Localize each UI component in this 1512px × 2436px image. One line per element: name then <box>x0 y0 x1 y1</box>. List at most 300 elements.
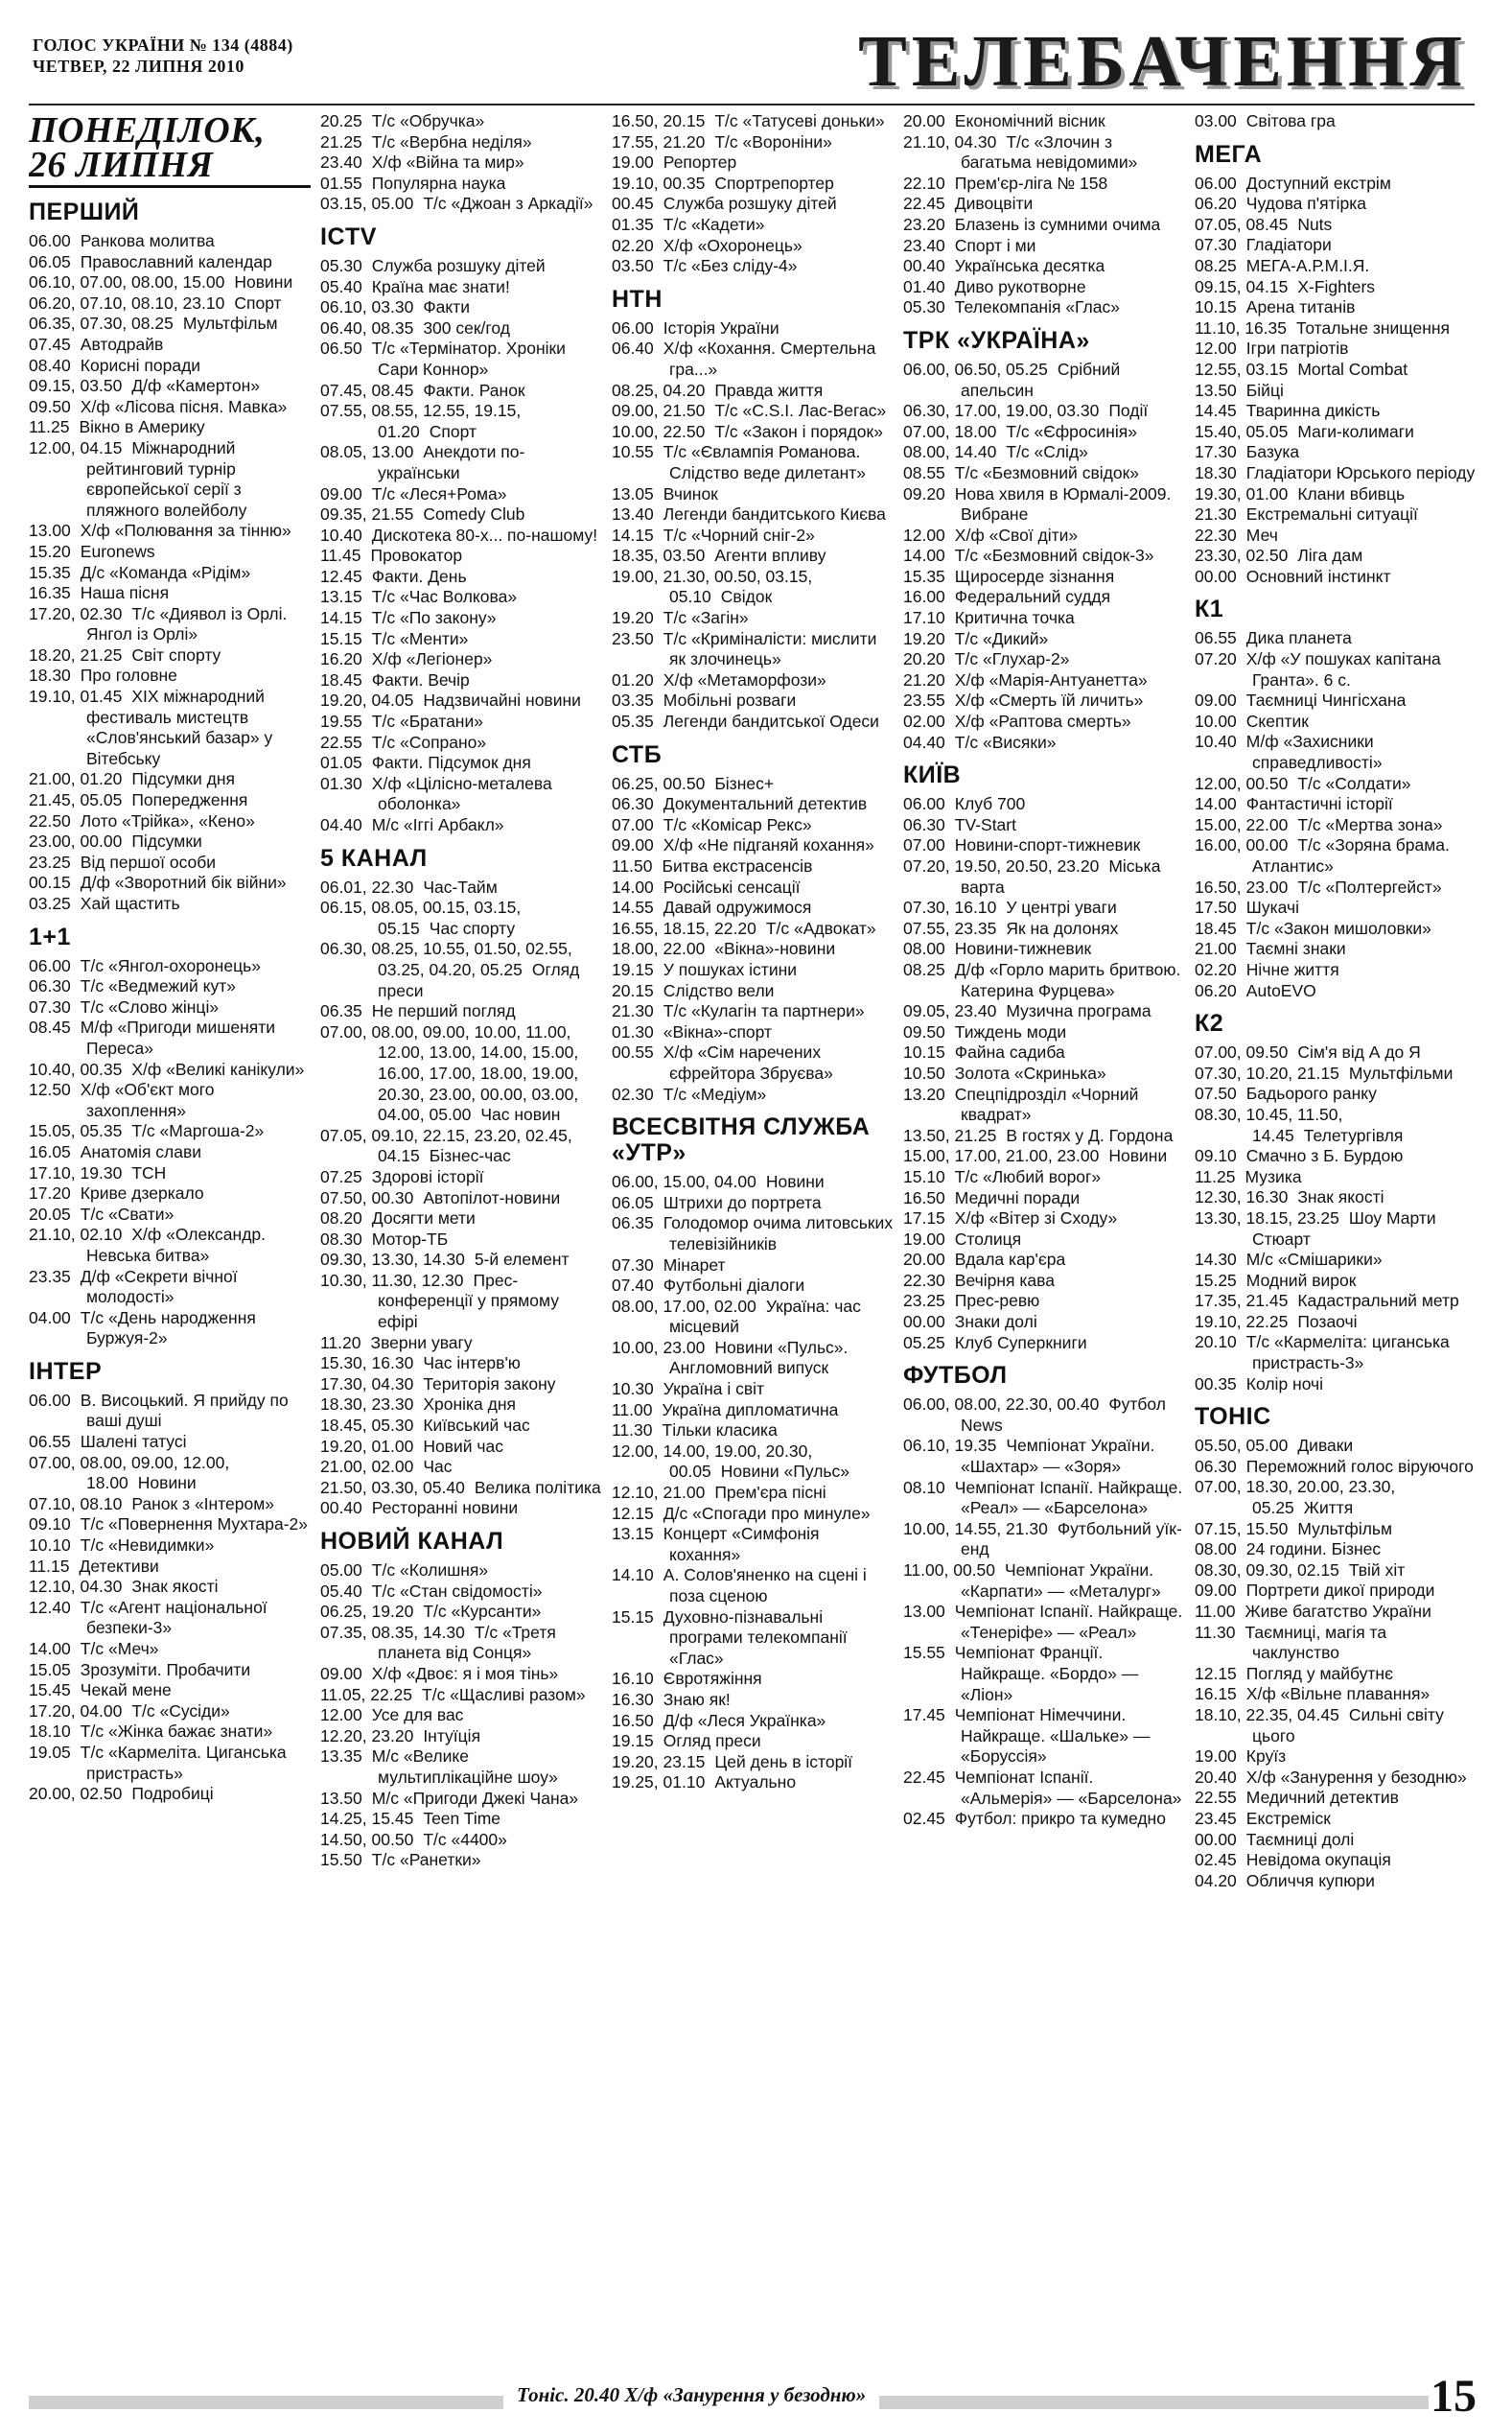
program-time: 01.35 <box>612 214 654 234</box>
program-title: Україна дипломатична <box>662 1399 839 1419</box>
program-title: Територія закону <box>423 1373 556 1394</box>
program-title: Новий час <box>423 1436 503 1456</box>
program-entry <box>903 794 1185 815</box>
program-title: TV-Start <box>954 814 1016 834</box>
program-time: 06.30, 08.25, 10.55, 01.50, 02.55, 03.25, 04.20, 05.25 <box>320 939 572 979</box>
program-title: Чемпіонат Німеччини. Найкраще. «Шальке» — «Боруссія» <box>954 1705 1151 1767</box>
program-time: 13.40 <box>612 504 654 525</box>
program-entry <box>320 1126 602 1167</box>
program-title: Екстреміск <box>1245 1808 1331 1828</box>
program-entry <box>320 1353 602 1374</box>
program-title: Т/с «Закон мишоловки» <box>1245 918 1431 938</box>
program-entry <box>1195 235 1477 256</box>
program-time: 06.10, 07.00, 08.00, 15.00 <box>29 272 225 293</box>
program-time: 18.30 <box>29 666 71 686</box>
program-entry <box>903 608 1185 629</box>
program-title: МЕГА-А.Р.М.І.Я. <box>1245 255 1370 275</box>
program-entry <box>320 1623 602 1664</box>
program-time: 18.45 <box>1195 918 1237 938</box>
program-title: Інтуїція <box>423 1725 481 1745</box>
program-time: 20.40 <box>1195 1767 1237 1787</box>
program-time: 15.20 <box>29 541 71 561</box>
program-title: Х/ф «Легіонер» <box>371 649 493 669</box>
program-entry <box>903 1705 1185 1768</box>
program-time: 18.45 <box>320 669 362 690</box>
program-time: 21.25 <box>320 131 362 152</box>
program-time: 07.30, 16.10 <box>903 898 997 918</box>
program-entry <box>320 1167 602 1188</box>
program-title: Т/с «Любий ворог» <box>954 1166 1102 1186</box>
program-time: 20.10 <box>1195 1332 1237 1352</box>
program-entry <box>29 438 311 521</box>
program-entry <box>1195 1684 1477 1705</box>
program-time: 07.00, 09.50 <box>1195 1042 1289 1063</box>
program-time: 23.20 <box>903 214 945 234</box>
program-time: 00.00 <box>903 1312 945 1332</box>
program-title: Лото «Трійка», «Кено» <box>80 810 255 831</box>
program-time: 14.10 <box>612 1565 654 1585</box>
program-title: Документальний детектив <box>663 794 868 814</box>
program-time: 13.50, 21.25 <box>903 1125 997 1145</box>
program-time: 19.20, 01.00 <box>320 1436 414 1456</box>
program-title: X-Fighters <box>1297 276 1376 296</box>
program-time: 14.15 <box>612 525 654 545</box>
program-entry <box>320 774 602 815</box>
program-title: Мультфільми <box>1348 1063 1454 1083</box>
program-time: 04.40 <box>903 732 945 752</box>
program-time: 05.50, 05.00 <box>1195 1436 1289 1456</box>
program-time: 05.25 <box>903 1332 945 1352</box>
program-title: Футбольні діалоги <box>663 1276 805 1296</box>
program-entry <box>612 1022 894 1043</box>
program-entry <box>320 256 602 277</box>
program-time: 14.00 <box>903 546 945 566</box>
program-entry <box>903 960 1185 1001</box>
day-title: ПОНЕДІЛОК, 26 ЛИПНЯ <box>29 113 311 188</box>
program-entry <box>903 1042 1185 1064</box>
program-time: 16.15 <box>1195 1684 1237 1704</box>
program-entry <box>612 629 894 670</box>
program-time: 17.45 <box>903 1705 945 1725</box>
program-title: Досягти мети <box>371 1208 476 1229</box>
program-time: 16.30 <box>612 1689 654 1709</box>
program-time: 15.35 <box>903 566 945 586</box>
program-entry <box>1195 1788 1477 1809</box>
program-entry <box>903 835 1185 856</box>
program-title: Давай одружимося <box>663 898 812 918</box>
masthead <box>29 21 1467 105</box>
program-time: 12.10, 21.00 <box>612 1483 706 1503</box>
program-title: Основний інстинкт <box>1245 566 1391 586</box>
program-title: Хроніка дня <box>423 1394 516 1415</box>
program-time: 07.40 <box>612 1276 654 1296</box>
program-entry <box>1195 1291 1477 1312</box>
program-entry <box>320 174 602 195</box>
program-time: 20.05 <box>29 1204 71 1224</box>
program-time: 13.00 <box>29 521 71 541</box>
program-title: Попередження <box>131 790 248 810</box>
program-entry <box>320 1001 602 1022</box>
program-entry <box>1195 381 1477 402</box>
program-entry <box>903 1394 1185 1436</box>
program-entry <box>1195 939 1477 960</box>
program-title: Файна садиба <box>954 1042 1065 1063</box>
program-entry <box>1195 1457 1477 1478</box>
program-time: 06.55 <box>29 1432 71 1452</box>
program-title: Зверни увагу <box>370 1332 473 1352</box>
program-time: 10.00, 14.55, 21.30 <box>903 1518 1048 1538</box>
program-title: Д/с «Команда «Рідім» <box>80 562 251 582</box>
program-title: Знаю як! <box>663 1689 731 1709</box>
program-title: Х/ф «Занурення у безодню» <box>1245 1767 1467 1787</box>
program-time: 20.00 <box>903 111 945 130</box>
program-time: 08.40 <box>29 355 71 375</box>
program-time: 16.50, 23.00 <box>1195 877 1289 897</box>
program-title: Правда життя <box>714 380 824 400</box>
program-title: Гладіатори Юрського періоду <box>1245 462 1476 482</box>
program-title: Т/с «День народження Буржуя-2» <box>80 1307 256 1348</box>
program-title: Тваринна дикість <box>1245 401 1381 421</box>
program-entry <box>320 1374 602 1395</box>
program-entry <box>320 1809 602 1830</box>
program-entry <box>29 1535 311 1557</box>
program-entry <box>29 832 311 853</box>
program-entry <box>29 1577 311 1598</box>
program-time: 14.15 <box>320 608 362 628</box>
program-title: Х/ф «Олександр. Невська битва» <box>86 1225 267 1265</box>
program-entry <box>612 1379 894 1400</box>
program-title: Euronews <box>80 541 155 561</box>
program-title: ТСН <box>131 1162 167 1183</box>
program-time: 17.15 <box>903 1208 945 1229</box>
program-entry <box>903 297 1185 318</box>
program-title: 5-й елемент <box>474 1250 570 1270</box>
program-entry <box>903 236 1185 257</box>
program-title: Міська варта <box>961 856 1161 897</box>
program-entry <box>1195 422 1477 443</box>
program-entry <box>320 1188 602 1209</box>
program-title: Православний календар <box>80 251 272 271</box>
program-title: Т/с «Кармеліта. Циганська пристрасть» <box>80 1742 287 1783</box>
program-title: Т/с «Джоан з Аркадії» <box>423 194 593 214</box>
program-entry <box>320 1250 602 1271</box>
program-entry <box>903 111 1185 132</box>
program-title: Т/с «Солдати» <box>1297 773 1411 793</box>
program-title: Сильні світу цього <box>1252 1704 1444 1745</box>
program-time: 03.15, 05.00 <box>320 194 414 214</box>
program-title: Х/ф «Смерть їй личить» <box>954 691 1144 711</box>
program-title: Служба розшуку дітей <box>663 194 837 214</box>
program-time: 18.45, 05.30 <box>320 1416 414 1436</box>
program-entry <box>903 1519 1185 1560</box>
program-title: Т/с «Зоряна брама. Атлантис» <box>1252 835 1450 876</box>
program-title: Битва екстрасенсів <box>662 856 813 876</box>
program-entry <box>29 666 311 687</box>
program-entry <box>903 649 1185 670</box>
channel-heading: 1+1 <box>29 923 71 950</box>
program-time: 16.10 <box>612 1669 654 1689</box>
channel-heading: НТН <box>612 285 663 313</box>
program-title: Цей день в історії <box>714 1751 853 1771</box>
program-entry <box>320 608 602 629</box>
program-entry <box>612 939 894 960</box>
program-time: 08.25, 04.20 <box>612 380 706 400</box>
program-time: 07.05, 09.10, 22.15, 23.20, 02.45, 04.15 <box>320 1125 572 1166</box>
program-time: 03.50 <box>612 256 654 276</box>
program-entry <box>903 1560 1185 1602</box>
program-title: Новини <box>234 272 293 293</box>
program-title: Т/с «Сусіди» <box>131 1700 230 1721</box>
program-title: Критична точка <box>954 608 1075 628</box>
program-time: 14.45 <box>1195 401 1237 421</box>
program-entry <box>320 587 602 608</box>
program-title: Російські сенсації <box>663 877 801 897</box>
program-entry <box>320 546 602 567</box>
program-entry <box>612 1338 894 1379</box>
program-title: Футбол: прикро та кумедно <box>954 1809 1166 1829</box>
program-title: У центрі уваги <box>1006 898 1117 918</box>
program-title: Огляд преси <box>663 1731 761 1751</box>
program-entry <box>29 1598 311 1639</box>
program-time: 16.05 <box>29 1141 71 1161</box>
program-entry <box>612 1420 894 1441</box>
program-title: Х/ф «Марія-Антуанетта» <box>954 669 1148 690</box>
program-time: 05.00 <box>320 1560 362 1580</box>
program-time: 00.40 <box>903 256 945 276</box>
program-time: 03.35 <box>612 691 654 711</box>
program-title: Нічне життя <box>1245 959 1339 979</box>
program-time: 05.40 <box>320 1581 362 1601</box>
program-time: 01.30 <box>320 773 362 793</box>
program-title: Країна має знати! <box>371 276 510 296</box>
program-entry <box>1195 1705 1477 1746</box>
program-title: Teen Time <box>423 1809 501 1829</box>
program-time: 11.00 <box>612 1399 653 1419</box>
program-time: 13.50 <box>1195 380 1237 400</box>
program-entry <box>29 335 311 356</box>
program-entry <box>612 981 894 1002</box>
program-title: Х/ф «Раптова смерть» <box>954 712 1131 732</box>
program-title: Чемпіонат Іспанії. Найкраще. «Тенеріфе» — «Реал» <box>954 1602 1183 1642</box>
program-title: Позаочі <box>1297 1311 1358 1331</box>
program-entry <box>612 1001 894 1022</box>
program-title: Т/с «Кулагін та партнери» <box>663 1001 865 1021</box>
program-time: 23.30, 02.50 <box>1195 546 1289 566</box>
program-entry <box>320 318 602 340</box>
program-time: 13.00 <box>903 1602 945 1622</box>
program-entry <box>1195 1519 1477 1540</box>
program-time: 07.30 <box>29 996 71 1017</box>
program-time: 10.50 <box>903 1063 945 1083</box>
issue-number: № 134 (4884) <box>189 35 293 55</box>
program-title: Т/с «Свати» <box>80 1204 174 1224</box>
program-time: 08.25 <box>903 959 945 979</box>
program-time: 18.00, 22.00 <box>612 939 706 959</box>
program-entry <box>29 231 311 252</box>
program-entry <box>29 376 311 397</box>
program-entry <box>1195 194 1477 215</box>
program-title: Т/с «Євлампія Романова. Слідство веде дилетант» <box>663 442 866 482</box>
program-entry <box>612 256 894 277</box>
program-time: 12.00, 00.50 <box>1195 773 1289 793</box>
program-entry <box>903 939 1185 960</box>
program-time: 06.30 <box>1195 1456 1237 1476</box>
program-title: Т/с «Вербна неділя» <box>371 131 532 152</box>
program-title: Х/ф «Свої діти» <box>954 525 1079 545</box>
program-entry <box>612 567 894 608</box>
program-title: Т/с «Медіум» <box>663 1084 767 1104</box>
program-time: 22.45 <box>903 194 945 214</box>
program-title: Таємниці, магія та чаклунство <box>1244 1622 1387 1663</box>
program-entry <box>320 526 602 547</box>
program-title: Телекомпанія «Глас» <box>954 297 1120 317</box>
program-title: Таємниці Чингісхана <box>1245 691 1407 711</box>
program-entry <box>612 194 894 215</box>
program-entry <box>29 1701 311 1722</box>
program-title: Світова гра <box>1245 111 1336 130</box>
program-entry <box>1195 1809 1477 1830</box>
program-entry <box>903 256 1185 277</box>
program-entry <box>612 174 894 195</box>
program-time: 10.40, 00.35 <box>29 1059 123 1079</box>
program-time: 07.30 <box>1195 235 1237 255</box>
program-time: 12.10, 04.30 <box>29 1577 123 1597</box>
program-title: Мобільні розваги <box>663 691 797 711</box>
program-entry <box>1195 1167 1477 1188</box>
program-entry <box>903 587 1185 608</box>
program-time: 07.00, 18.30, 20.00, 23.30, 05.25 <box>1195 1477 1396 1518</box>
program-title: Погляд у майбутнє <box>1245 1663 1394 1683</box>
program-entry <box>1195 1064 1477 1085</box>
program-time: 17.10 <box>903 608 945 628</box>
program-entry <box>320 939 602 1001</box>
program-time: 07.45, 08.45 <box>320 380 414 400</box>
program-title: Екстремальні ситуації <box>1245 504 1418 525</box>
program-entry <box>903 1146 1185 1167</box>
program-time: 05.35 <box>612 712 654 732</box>
program-title: Х/ф «Двоє: я і моя тінь» <box>371 1663 559 1683</box>
program-entry <box>29 521 311 542</box>
program-time: 17.10, 19.30 <box>29 1162 123 1183</box>
program-entry <box>1195 628 1477 649</box>
program-title: Детективи <box>79 1556 159 1576</box>
program-title: Х/ф «Вітер зі Сходу» <box>954 1208 1118 1229</box>
program-entry <box>320 1850 602 1871</box>
program-time: 10.00, 22.50 <box>612 421 706 441</box>
program-entry <box>612 1193 894 1214</box>
program-entry <box>903 670 1185 691</box>
program-entry <box>29 1453 311 1494</box>
program-title: Нова хвиля в Юрмалі-2009. Вибране <box>954 483 1172 525</box>
program-entry <box>320 649 602 670</box>
program-time: 06.25, 00.50 <box>612 773 706 793</box>
program-title: Т/с «Адвокат» <box>765 918 876 938</box>
program-time: 21.45, 05.05 <box>29 790 123 810</box>
program-title: Обличчя купюри <box>1245 1870 1375 1890</box>
program-time: 19.00, 21.30, 00.50, 03.15, 05.10 <box>612 566 813 607</box>
program-time: 23.00, 00.00 <box>29 832 123 852</box>
program-title: Легенди бандитського Києва <box>663 504 886 525</box>
program-title: Футбольний уїк-енд <box>961 1518 1182 1559</box>
program-time: 06.30 <box>903 814 945 834</box>
program-entry <box>29 252 311 273</box>
program-title: Історія України <box>663 317 779 338</box>
program-entry <box>29 1267 311 1308</box>
program-title: Х/ф «Сім наречених єфрейтора Збруєва» <box>663 1042 833 1083</box>
program-title: Т/с «Кармеліта: циганська пристрасть-3» <box>1245 1332 1450 1373</box>
program-time: 11.25 <box>29 417 70 437</box>
program-title: Т/с «Комісар Рекс» <box>663 814 812 834</box>
program-time: 16.55, 18.15, 22.20 <box>612 918 756 938</box>
program-time: 15.05, 05.35 <box>29 1121 123 1141</box>
program-title: Вдала кар'єра <box>954 1250 1066 1270</box>
program-title: В. Висоцький. Я прийду по ваші душі <box>80 1390 289 1431</box>
program-title: Бадьорого ранку <box>1245 1084 1377 1104</box>
program-title: Т/с «Агент національної безпеки-3» <box>80 1597 268 1638</box>
program-time: 15.05 <box>29 1659 71 1679</box>
program-title: Х/ф «У пошуках капітана Гранта». 6 с. <box>1245 649 1441 690</box>
program-title: Х/ф «Об'єкт мого захоплення» <box>80 1080 215 1120</box>
program-time: 07.00, 18.00 <box>903 421 997 441</box>
program-title: Усе для вас <box>371 1705 464 1725</box>
schedule-column-3 <box>612 111 894 2327</box>
program-entry <box>320 1208 602 1230</box>
program-entry <box>612 1213 894 1254</box>
program-time: 06.10, 03.30 <box>320 297 414 317</box>
program-entry <box>612 236 894 257</box>
program-entry <box>320 194 602 215</box>
program-title: Дискотека 80-х... по-нашому! <box>371 525 598 545</box>
program-time: 20.15 <box>612 980 654 1000</box>
program-title: AutoEVO <box>1245 980 1316 1000</box>
program-title: Шукачі <box>1245 898 1299 918</box>
program-entry <box>903 194 1185 215</box>
schedule-column-4 <box>903 111 1185 2327</box>
program-title: Бізнес-час <box>429 1146 511 1166</box>
program-entry <box>29 976 311 997</box>
program-title: Події <box>1108 401 1149 421</box>
program-time: 16.50, 20.15 <box>612 111 706 130</box>
program-entry <box>320 898 602 939</box>
program-time: 11.30 <box>1195 1622 1236 1642</box>
program-time: 19.20, 04.05 <box>320 691 414 711</box>
program-time: 23.40 <box>903 235 945 255</box>
program-entry <box>320 1685 602 1706</box>
program-title: М/с «Велике мультиплікаційне шоу» <box>371 1746 558 1787</box>
program-time: 09.00 <box>320 483 362 504</box>
program-entry <box>903 712 1185 733</box>
program-entry <box>29 1639 311 1660</box>
program-time: 04.00 <box>29 1307 71 1327</box>
program-time: 10.40 <box>320 525 362 545</box>
program-time: 06.35 <box>320 1001 362 1021</box>
program-time: 05.30 <box>903 297 945 317</box>
program-time: 11.15 <box>29 1556 70 1576</box>
program-entry <box>903 1333 1185 1354</box>
program-time: 19.15 <box>612 959 654 979</box>
program-entry <box>903 1809 1185 1830</box>
program-entry <box>612 1042 894 1084</box>
program-title: Т/с «Криміналісти: мислити як злочинець» <box>663 628 877 669</box>
program-entry <box>1195 1332 1477 1373</box>
program-title: Клуб 700 <box>954 794 1026 814</box>
program-entry <box>612 1483 894 1504</box>
program-entry <box>320 1726 602 1747</box>
program-title: Медичний детектив <box>1245 1788 1399 1808</box>
program-time: 12.00 <box>903 525 945 545</box>
channel-heading: ПЕРШИЙ <box>29 199 140 225</box>
program-time: 16.20 <box>320 649 362 669</box>
